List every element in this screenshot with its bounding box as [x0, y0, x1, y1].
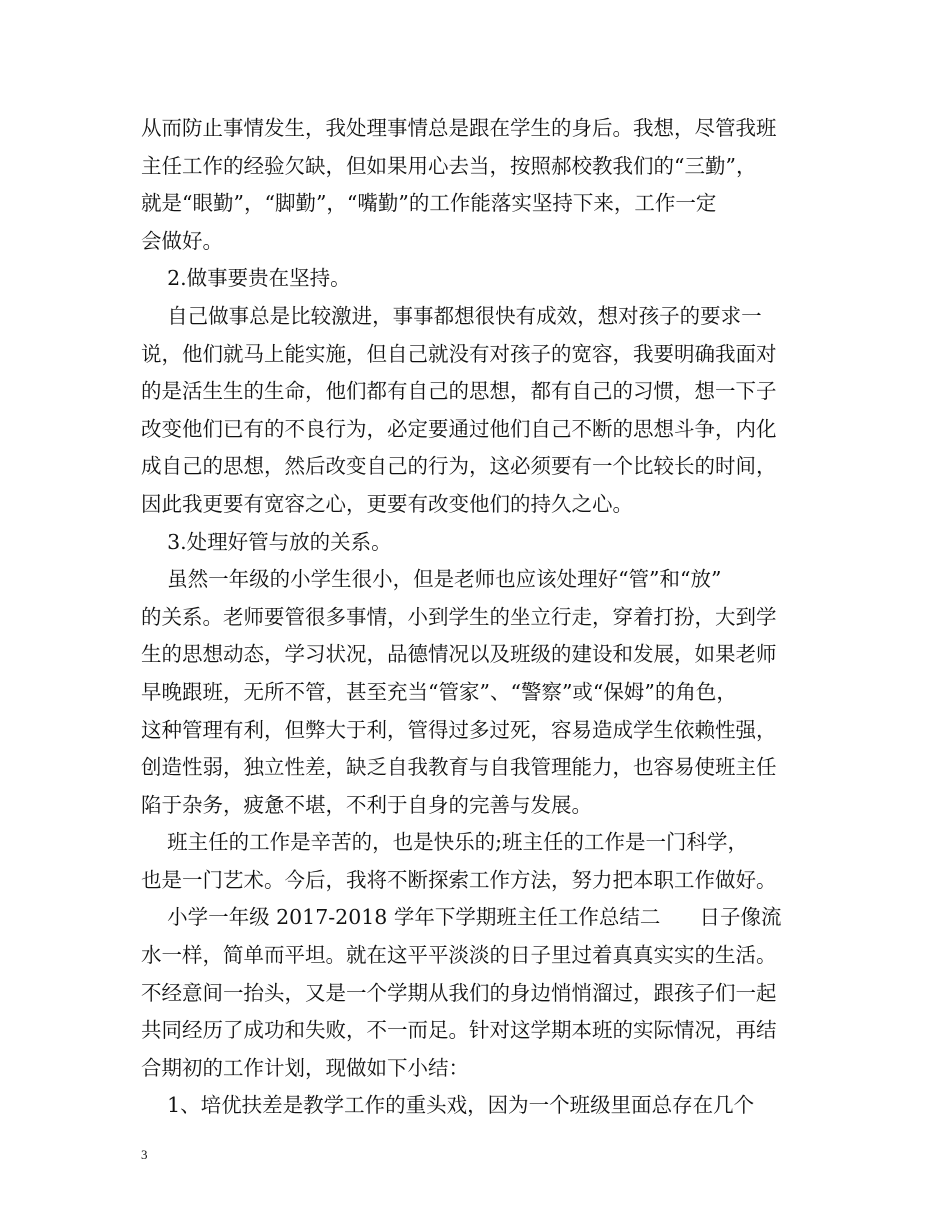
text-line: 不经意间一抬头，又是一个学期从我们的身边悄悄溜过，跟孩子们一起: [141, 980, 777, 1005]
text-line: 会做好。: [141, 228, 223, 253]
text-line: 自己做事总是比较激进，事事都想很快有成效，想对孩子的要求一: [141, 303, 762, 328]
text-line: 1、培优扶差是教学工作的重头戏，因为一个班级里面总存在几个: [141, 1093, 755, 1118]
text-line: 的是活生生的生命，他们都有自己的思想，都有自己的习惯，想一下子: [141, 379, 777, 404]
text-line: 改变他们已有的不良行为，必定要通过他们自己不断的思想斗争，内化: [141, 416, 777, 441]
text-line: 陷于杂务，疲惫不堪，不利于自身的完善与发展。: [141, 792, 592, 817]
text-line: 班主任的工作是辛苦的，也是快乐的;班主任的工作是一门科学，: [141, 830, 748, 855]
text-line: 合期初的工作计划，现做如下小结：: [141, 1055, 469, 1080]
page-number: 3: [141, 1147, 148, 1162]
text-line: 创造性弱，独立性差，缺乏自我教育与自我管理能力，也容易使班主任: [141, 755, 777, 780]
text-line: 成自己的思想，然后改变自己的行为，这必须要有一个比较长的时间，: [141, 454, 777, 479]
text-line: 从而防止事情发生，我处理事情总是跟在学生的身后。我想，尽管我班: [141, 116, 777, 140]
section-heading: 3.处理好管与放的关系。: [141, 529, 392, 554]
text-line: 早晚跟班，无所不管，甚至充当“管家”、“警察”或“保姆”的角色，: [141, 679, 737, 704]
text-line: 主任工作的经验欠缺，但如果用心去当，按照郝校教我们的“三勤”，: [141, 153, 757, 178]
text-line: 就是“眼勤”，“脚勤”，“嘴勤”的工作能落实坚持下来，工作一定: [141, 191, 717, 216]
text-line: 共同经历了成功和失败，不一而足。针对这学期本班的实际情况，再结: [141, 1018, 777, 1043]
text-line: 生的思想动态，学习状况，品德情况以及班级的建设和发展，如果老师: [141, 642, 777, 667]
text-line: 水一样，简单而平坦。就在这平平淡淡的日子里过着真真实实的生活。: [141, 943, 777, 968]
text-line: 小学一年级 2017-2018 学年下学期班主任工作总结二 日子像流: [141, 905, 782, 930]
document-body: [141, 110, 821, 1125]
section-heading: 2.做事要贵在坚持。: [141, 266, 351, 291]
text-line: 虽然一年级的小学生很小，但是老师也应该处理好“管”和“放”: [141, 567, 722, 592]
text-line: 的关系。老师要管很多事情，小到学生的坐立行走，穿着打扮，大到学: [141, 604, 777, 629]
text-line: 也是一门艺术。今后，我将不断探索工作方法，努力把本职工作做好。: [141, 867, 777, 892]
text-line: 因此我更要有宽容之心，更要有改变他们的持久之心。: [141, 491, 633, 516]
text-line: 说，他们就马上能实施，但自己就没有对孩子的宽容，我要明确我面对: [141, 341, 777, 366]
text-line: 这种管理有利，但弊大于利，管得过多过死，容易造成学生依赖性强，: [141, 717, 777, 742]
